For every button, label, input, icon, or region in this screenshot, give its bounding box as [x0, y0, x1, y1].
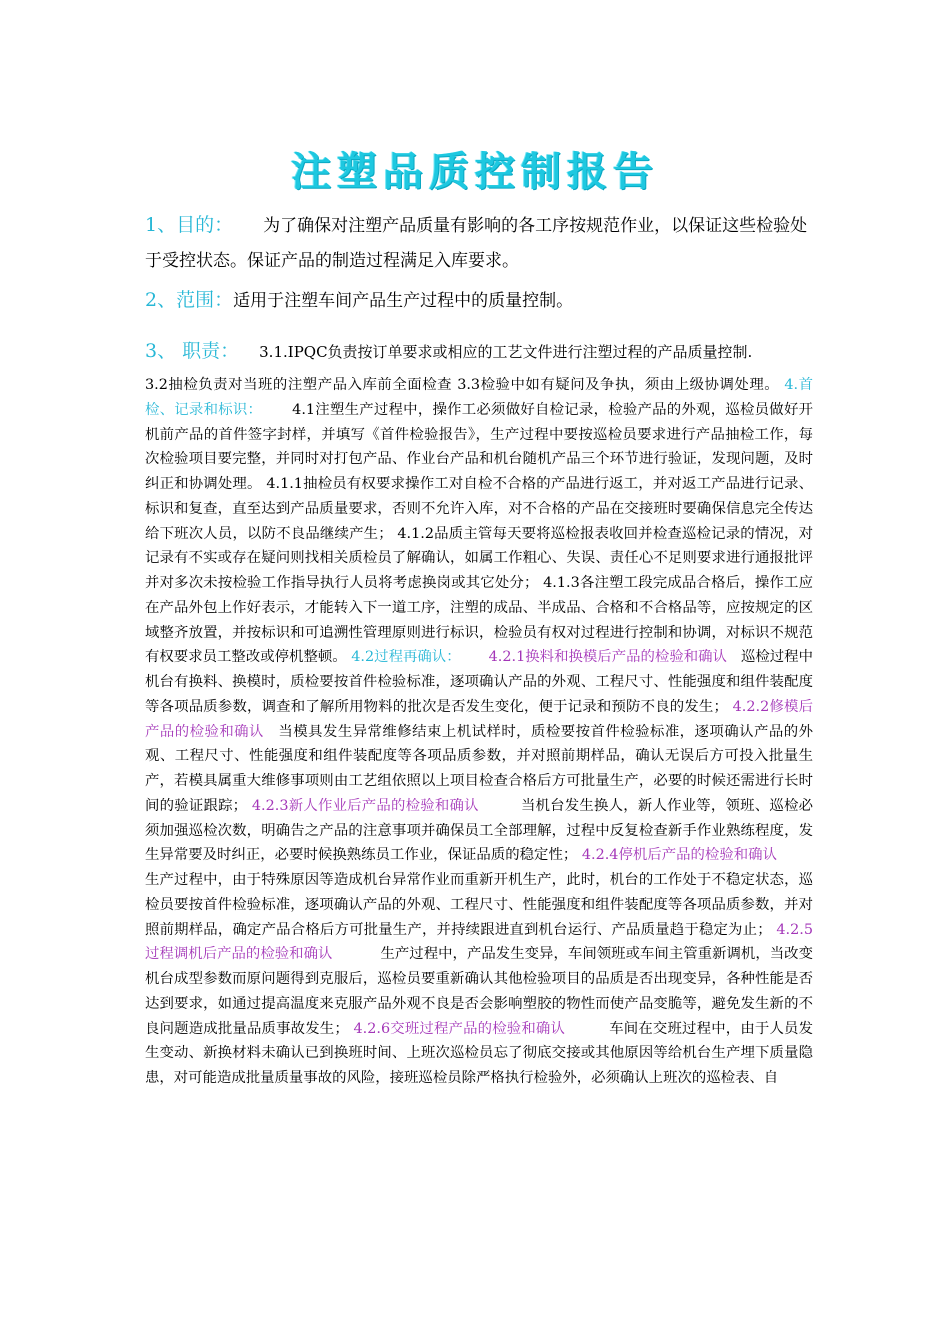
- heading-4-2-5: 4.2.5过程调机后产品的检验和确认: [145, 921, 813, 963]
- section-scope: [145, 283, 813, 319]
- section-duty-text: 3.1.IPQC负责按订单要求或相应的工艺文件进行注塑过程的产品质量控制.: [259, 343, 753, 361]
- section-purpose-heading: 1、目的：: [145, 214, 234, 236]
- heading-4-2: 4.2过程再确认：: [351, 649, 461, 666]
- heading-4-2-6: 4.2.6交班过程产品的检验和确认: [353, 1020, 566, 1037]
- section-scope-heading: 2、范围：: [145, 289, 234, 311]
- para-4-2-5: 生产过程中，产品发生变异，车间领班或车间主管重新调机，当改变机台成型参数而原问题得到克服后，巡检员要重新确认其他检验项目的品质是否出现变异，各种性能是否达到要求，如通过提高温度来克服产品外观不良是否会影响塑胶的物性而使产品变脆等，避免发生新的不良问题造成批量品质事故发生；: [145, 946, 813, 1037]
- para-4-2-4: 生产过程中，由于特殊原因等造成机台异常作业而重新开机生产，此时，机台的工作处于不稳定状态，巡检员要按首件检验标准，逐项确认产品的外观、工程尺寸、性能强度和组件装配度等各项品质参数，并对照前期样品，确定产品合格后方可批量生产，并持续跟进直到机台运行、产品质量趋于稳定为止；: [145, 872, 813, 938]
- heading-4-2-1: 4.2.1换料和换模后产品的检验和确认: [488, 649, 727, 666]
- heading-4: 4.首检、记录和标识：: [145, 377, 814, 418]
- para-4-2-2: 当模具发生异常维修结束上机试样时，质检要按首件检验标准，逐项确认产品的外观、工程尺寸、性能强度和组件装配度等各项品质参数，并对照前期样品，确认无误后方可投入批量生产，若模具属重大维修事项则由工艺组依照以上项目检查合格后方可批量生产，必要的时候还需进行长时间的验证跟踪；: [145, 723, 813, 814]
- section-scope-text: 适用于注塑车间产品生产过程中的质量控制。: [233, 291, 574, 311]
- para-4-2-1: 巡检过程中机台有换料、换模时，质检要按首件检验标准，逐项确认产品的外观、工程尺寸、性能强度和组件装配度等各项品质参数，调查和了解所用物料的批次是否发生变化，便于记录和预防不良的发生；: [145, 649, 813, 715]
- para-3-2: 3.2抽检负责对当班的注塑产品入库前全面检查 3.3检验中如有疑问及争执，须由上级协调处理。: [145, 377, 780, 393]
- heading-4-2-3: 4.2.3新人作业后产品的检验和确认: [251, 797, 479, 814]
- section-duty: [145, 334, 825, 370]
- section-purpose-text: 为了确保对注塑产品质量有影响的各工序按规范作业，以保证这些检验处于受控状态。保证产品的制造过程满足入库要求。: [145, 216, 808, 271]
- para-4-2-3: 当机台发生换人，新人作业等，领班、巡检必须加强巡检次数，明确告之产品的注意事项并确保员工全部理解，过程中反复检查新手作业熟练程度，发生异常要及时纠正，必要时候换熟练员工作业，保证品质的稳定性；: [145, 797, 813, 864]
- body-text: [145, 373, 813, 1091]
- para-4-2-6: 车间在交班过程中，由于人员发生变动、新换材料未确认已到换班时间、上班次巡检员忘了彻底交接或其他原因等给机台生产埋下质量隐患，对可能造成批量质量事故的风险，接班巡检员除严格执行检验外，必须确认上班次的巡检表、自: [145, 1020, 813, 1086]
- section-duty-heading: 3、 职责：: [145, 340, 240, 362]
- document-title: 注塑品质控制报告: [291, 149, 659, 195]
- heading-4-2-4: 4.2.4停机后产品的检验和确认: [581, 847, 777, 864]
- section-purpose: [145, 208, 813, 279]
- heading-4-2-2: 4.2.2修模后产品的检验和确认: [145, 698, 813, 740]
- para-4-1: 4.1注塑生产过程中，操作工必须做好自检记录，检验产品的外观，巡检员做好开机前产品的首件签字封样，并填写《首件检验报告》，生产过程中要按巡检员要求进行产品抽检工作，每次检验项目要完整，并同时对打包产品、作业台产品和机台随机产品三个环节进行验证，发现问题，及时纠正和协调处理。 4.1.1抽检员有权要求操作工对自检不合格的产品进行返工，并对返工产品进行记录、标识和复查，直至达到产品质量要求，否则不允许入库，对不合格的产品在交接班时要确保信息完全传达给下班次人员，以防不良品继续产生； 4.1.2品质主管每天要将巡检报表收回并检查巡检记录的情况，对记录有不实或存在疑问则找相关质检员了解确认，如属工作粗心、失误、责任心不足则要求进行通报批评并对多次未按检验工作指导执行人员将考虑换岗或其它处分； 4.1.3各注塑工段完成品合格后，操作工应在产品外包上作好表示，才能转入下一道工序，注塑的成品、半成品、合格和不合格品等，应按规定的区域整齐放置，并按标识和可追溯性管理原则进行标识，检验员有权对过程进行控制和协调，对标识不规范有权要求员工整改或停机整顿。: [145, 401, 813, 666]
